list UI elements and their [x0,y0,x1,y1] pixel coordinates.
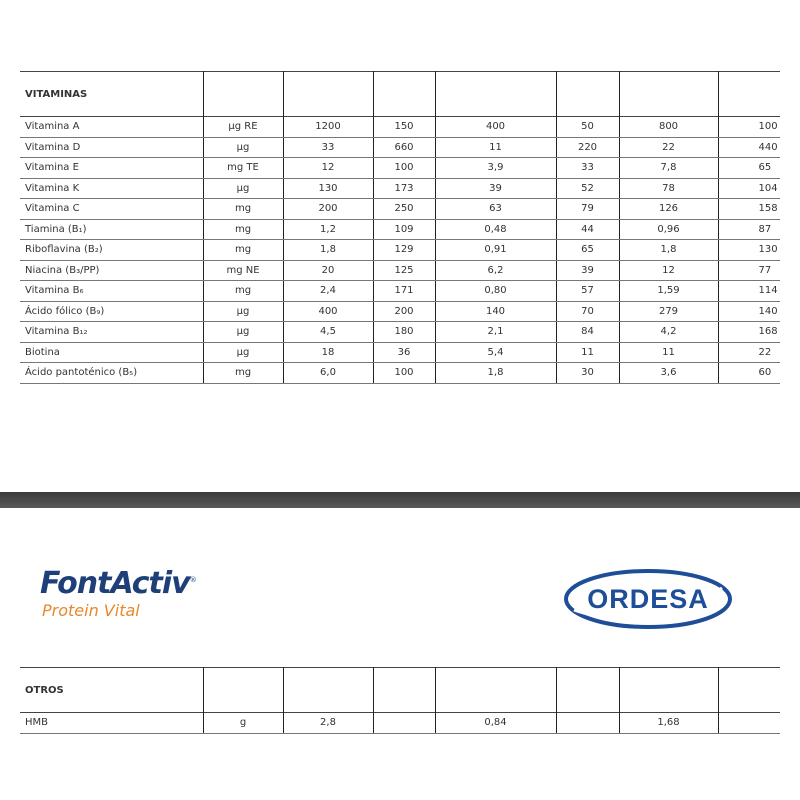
value-cell: 3,6 [619,363,718,384]
value-cell: 22 [619,137,718,158]
value-cell: 130 [718,240,780,261]
value-cell: 1200 [283,117,373,138]
value-cell: 6,0 [283,363,373,384]
nutrient-name-cell: Vitamina C [20,199,203,220]
value-cell: 126 [619,199,718,220]
unit-cell: µg [203,301,283,322]
value-cell: 400 [283,301,373,322]
value-cell: 11 [435,137,556,158]
header-cell [283,72,373,117]
nutrient-name-cell: Vitamina D [20,137,203,158]
value-cell: 1,8 [283,240,373,261]
value-cell: 5,4 [435,342,556,363]
otros-table [20,667,780,734]
value-cell: 1,2 [283,219,373,240]
value-cell: 100 [373,158,435,179]
unit-cell: mg [203,240,283,261]
value-cell: 2,8 [283,713,373,734]
nutrient-name-cell: Vitamina E [20,158,203,179]
value-cell: 87 [718,219,780,240]
value-cell: 77 [718,260,780,281]
unit-cell: µg [203,137,283,158]
value-cell: 0,91 [435,240,556,261]
nutrient-name-cell: Vitamina A [20,117,203,138]
header-cell [435,72,556,117]
value-cell: 660 [373,137,435,158]
value-cell: 63 [435,199,556,220]
value-cell: 150 [373,117,435,138]
value-cell: 1,68 [619,713,718,734]
nutrient-name-cell: Riboflavina (B₂) [20,240,203,261]
table-row [20,363,780,384]
unit-cell: mg [203,219,283,240]
value-cell: 173 [373,178,435,199]
value-cell: 104 [718,178,780,199]
page-separator-bar [0,492,800,508]
value-cell: 6,2 [435,260,556,281]
header-cell [718,668,780,713]
table-row [20,137,780,158]
unit-cell: mg [203,363,283,384]
table-row [20,260,780,281]
unit-cell: µg [203,322,283,343]
value-cell: 140 [718,301,780,322]
value-cell: 125 [373,260,435,281]
value-cell: 114 [718,281,780,302]
value-cell: 39 [435,178,556,199]
nutrient-name-cell: Niacina (B₃/PP) [20,260,203,281]
table-row [20,199,780,220]
value-cell: 4,5 [283,322,373,343]
table-row [20,240,780,261]
fontactiv-registered-mark: ® [189,576,196,584]
value-cell: 44 [556,219,619,240]
unit-cell: g [203,713,283,734]
value-cell: 12 [283,158,373,179]
table-row [20,713,780,734]
table-row [20,322,780,343]
value-cell: 0,48 [435,219,556,240]
value-cell: 168 [718,322,780,343]
nutrient-name-cell: Vitamina B₆ [20,281,203,302]
header-cell [556,668,619,713]
header-cell [373,668,435,713]
value-cell: 60 [718,363,780,384]
value-cell: 11 [556,342,619,363]
value-cell [373,713,435,734]
value-cell: 1,8 [619,240,718,261]
value-cell: 200 [373,301,435,322]
value-cell: 800 [619,117,718,138]
table-row [20,219,780,240]
unit-cell: mg TE [203,158,283,179]
otros-header-row [20,668,780,713]
value-cell: 440 [718,137,780,158]
unit-cell: µg [203,342,283,363]
value-cell: 100 [373,363,435,384]
vitaminas-title: VITAMINAS [25,88,88,100]
value-cell: 140 [435,301,556,322]
value-cell: 65 [718,158,780,179]
table-row [20,301,780,322]
value-cell: 79 [556,199,619,220]
fontactiv-logo [40,563,240,633]
value-cell: 0,84 [435,713,556,734]
value-cell: 109 [373,219,435,240]
nutrient-name-cell: Vitamina K [20,178,203,199]
table-row [20,281,780,302]
value-cell: 33 [556,158,619,179]
value-cell: 400 [435,117,556,138]
value-cell: 22 [718,342,780,363]
unit-cell: µg [203,178,283,199]
value-cell: 78 [619,178,718,199]
value-cell: 130 [283,178,373,199]
otros-table-body [20,668,780,734]
value-cell: 2,1 [435,322,556,343]
value-cell: 158 [718,199,780,220]
nutrient-name-cell: Biotina [20,342,203,363]
nutrient-name-cell: Ácido pantoténico (B₅) [20,363,203,384]
value-cell: 12 [619,260,718,281]
value-cell: 0,80 [435,281,556,302]
header-cell [619,72,718,117]
fontactiv-logo-subtitle: Protein Vital [42,601,140,620]
value-cell: 1,8 [435,363,556,384]
value-cell: 57 [556,281,619,302]
value-cell: 39 [556,260,619,281]
header-cell [203,668,283,713]
value-cell: 129 [373,240,435,261]
value-cell: 11 [619,342,718,363]
unit-cell: mg [203,281,283,302]
table-row [20,178,780,199]
value-cell: 4,2 [619,322,718,343]
table-row [20,117,780,138]
header-cell [556,72,619,117]
header-cell [718,72,780,117]
fontactiv-logo-name [40,563,240,601]
value-cell: 180 [373,322,435,343]
value-cell: 33 [283,137,373,158]
value-cell: 3,9 [435,158,556,179]
value-cell: 220 [556,137,619,158]
table-row [20,158,780,179]
value-cell: 20 [283,260,373,281]
header-cell [283,668,373,713]
header-cell [435,668,556,713]
vitaminas-header-row [20,72,780,117]
value-cell: 7,8 [619,158,718,179]
value-cell: 84 [556,322,619,343]
value-cell: 50 [556,117,619,138]
header-cell [203,72,283,117]
nutrient-name-cell: HMB [20,713,203,734]
nutrient-name-cell: Tiamina (B₁) [20,219,203,240]
value-cell: 36 [373,342,435,363]
value-cell: 2,4 [283,281,373,302]
value-cell: 100 [718,117,780,138]
header-cell [619,668,718,713]
ordesa-logo [562,566,734,632]
nutrient-name-cell: Ácido fólico (B₉) [20,301,203,322]
value-cell: 279 [619,301,718,322]
value-cell [718,713,780,734]
value-cell: 1,59 [619,281,718,302]
unit-cell: mg [203,199,283,220]
ordesa-logo-text: ORDESA [587,584,709,614]
nutrient-name-cell: Vitamina B₁₂ [20,322,203,343]
table-row [20,342,780,363]
value-cell: 0,96 [619,219,718,240]
vitaminas-table [20,71,780,384]
value-cell: 200 [283,199,373,220]
value-cell: 70 [556,301,619,322]
value-cell: 171 [373,281,435,302]
vitaminas-table-body [20,72,780,384]
otros-title: OTROS [25,684,64,696]
value-cell: 65 [556,240,619,261]
value-cell: 52 [556,178,619,199]
fontactiv-name-text: FontActiv [40,566,190,601]
value-cell [556,713,619,734]
value-cell: 18 [283,342,373,363]
header-cell [373,72,435,117]
unit-cell: µg RE [203,117,283,138]
unit-cell: mg NE [203,260,283,281]
value-cell: 250 [373,199,435,220]
value-cell: 30 [556,363,619,384]
